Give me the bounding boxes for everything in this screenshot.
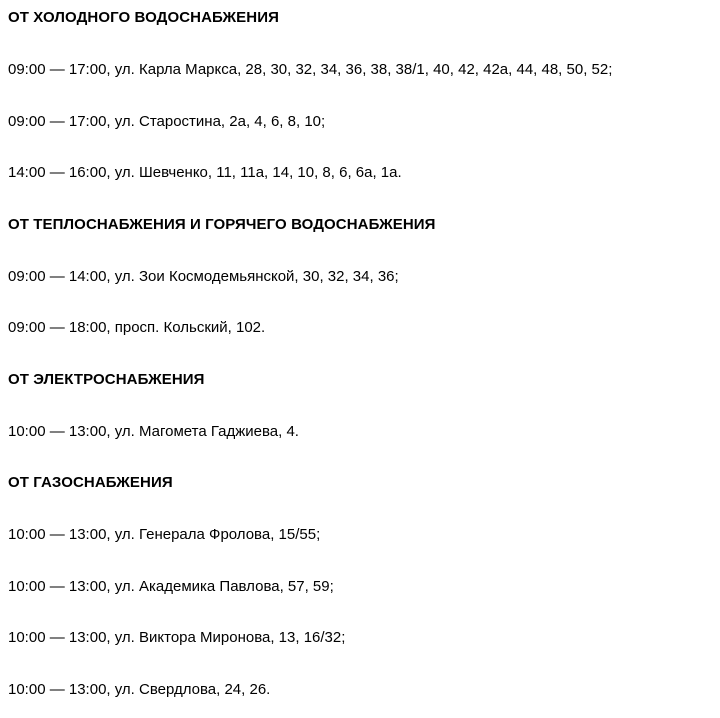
section-heading-gas: ОТ ГАЗОСНАБЖЕНИЯ [8, 474, 173, 491]
section-heading-electricity: ОТ ЭЛЕКТРОСНАБЖЕНИЯ [8, 371, 205, 388]
list-item: 10:00 — 13:00, ул. Академика Павлова, 57, 59; [8, 578, 334, 595]
section-heading-heating-hot-water: ОТ ТЕПЛОСНАБЖЕНИЯ И ГОРЯЧЕГО ВОДОСНАБЖЕНИЯ [8, 216, 436, 233]
list-item: 09:00 — 17:00, ул. Карла Маркса, 28, 30, 32, 34, 36, 38, 38/1, 40, 42, 42а, 44, 48, 50, 52; [8, 61, 613, 78]
list-item: 09:00 — 18:00, просп. Кольский, 102. [8, 319, 266, 336]
section-heading-cold-water: ОТ ХОЛОДНОГО ВОДОСНАБЖЕНИЯ [8, 9, 279, 26]
list-item: 10:00 — 13:00, ул. Виктора Миронова, 13, 16/32; [8, 629, 346, 646]
list-item: 10:00 — 13:00, ул. Магомета Гаджиева, 4. [8, 423, 299, 440]
list-item: 09:00 — 17:00, ул. Старостина, 2а, 4, 6, 8, 10; [8, 113, 326, 130]
list-item: 09:00 — 14:00, ул. Зои Космодемьянской, 30, 32, 34, 36; [8, 268, 399, 285]
list-item: 10:00 — 13:00, ул. Свердлова, 24, 26. [8, 681, 271, 698]
list-item: 14:00 — 16:00, ул. Шевченко, 11, 11а, 14, 10, 8, 6, 6а, 1а. [8, 164, 402, 181]
list-item: 10:00 — 13:00, ул. Генерала Фролова, 15/55; [8, 526, 321, 543]
